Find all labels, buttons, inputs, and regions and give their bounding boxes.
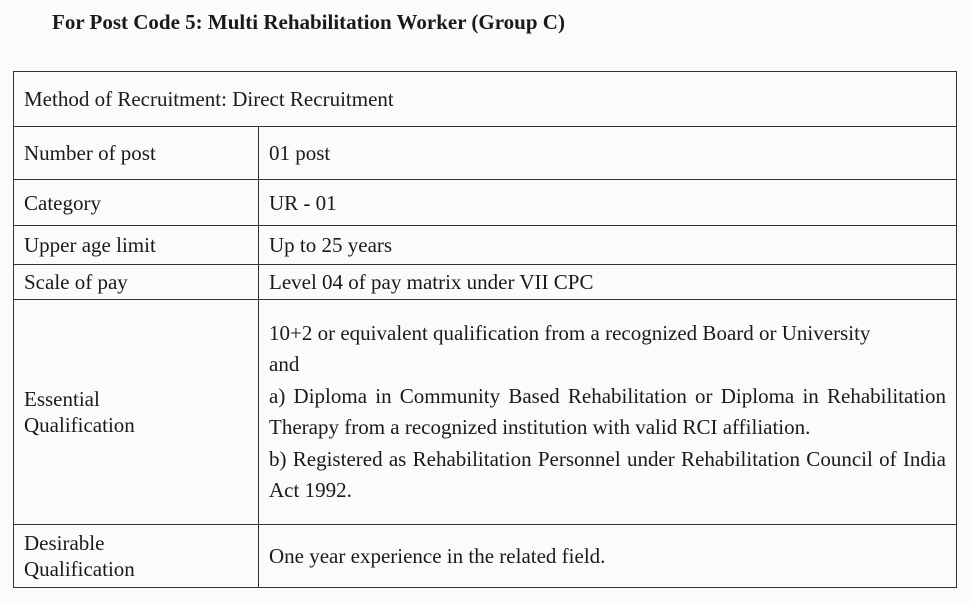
- qualification-item-a: a) Diploma in Community Based Rehabilitation or Diploma in Rehabilitation Therapy from a recognized institution with valid RCI affiliation.: [269, 383, 946, 439]
- table-row-upper-age-limit: [14, 226, 957, 265]
- table-row-scale-of-pay: [14, 265, 957, 300]
- label-line: Desirable: [24, 531, 105, 555]
- label-line: Qualification: [24, 413, 135, 437]
- label-line: Qualification: [24, 557, 135, 581]
- row-value: UR - 01: [259, 180, 957, 226]
- row-value: Level 04 of pay matrix under VII CPC: [259, 265, 957, 300]
- table-row-category: [14, 180, 957, 226]
- row-label: Scale of pay: [14, 265, 259, 300]
- row-label: Number of post: [14, 127, 259, 180]
- table-row-method: [14, 72, 957, 127]
- qualification-item-b: b) Registered as Rehabilitation Personnel under Rehabilitation Council of India Act 1992.: [269, 446, 946, 502]
- qualification-line: 10+2 or equivalent qualification from a recognized Board or University: [269, 320, 871, 345]
- row-label: Category: [14, 180, 259, 226]
- row-label: Upper age limit: [14, 226, 259, 265]
- table-row-essential-qualification: [14, 300, 957, 525]
- row-value: Up to 25 years: [259, 226, 957, 265]
- desirable-qualification-label: [14, 525, 259, 588]
- method-of-recruitment: Method of Recruitment: Direct Recruitment: [14, 72, 957, 127]
- document-heading: For Post Code 5: Multi Rehabilitation Worker (Group C): [52, 10, 565, 34]
- table-row-desirable-qualification: [14, 525, 957, 588]
- desirable-qualification-value: One year experience in the related field.: [259, 525, 957, 588]
- row-value: 01 post: [259, 127, 957, 180]
- qualification-connector: and: [269, 352, 300, 376]
- essential-qualification-label: [14, 300, 259, 525]
- recruitment-table: [13, 71, 957, 588]
- essential-qualification-value: [259, 300, 957, 525]
- table-row-number-of-post: [14, 127, 957, 180]
- label-line: Essential: [24, 387, 100, 411]
